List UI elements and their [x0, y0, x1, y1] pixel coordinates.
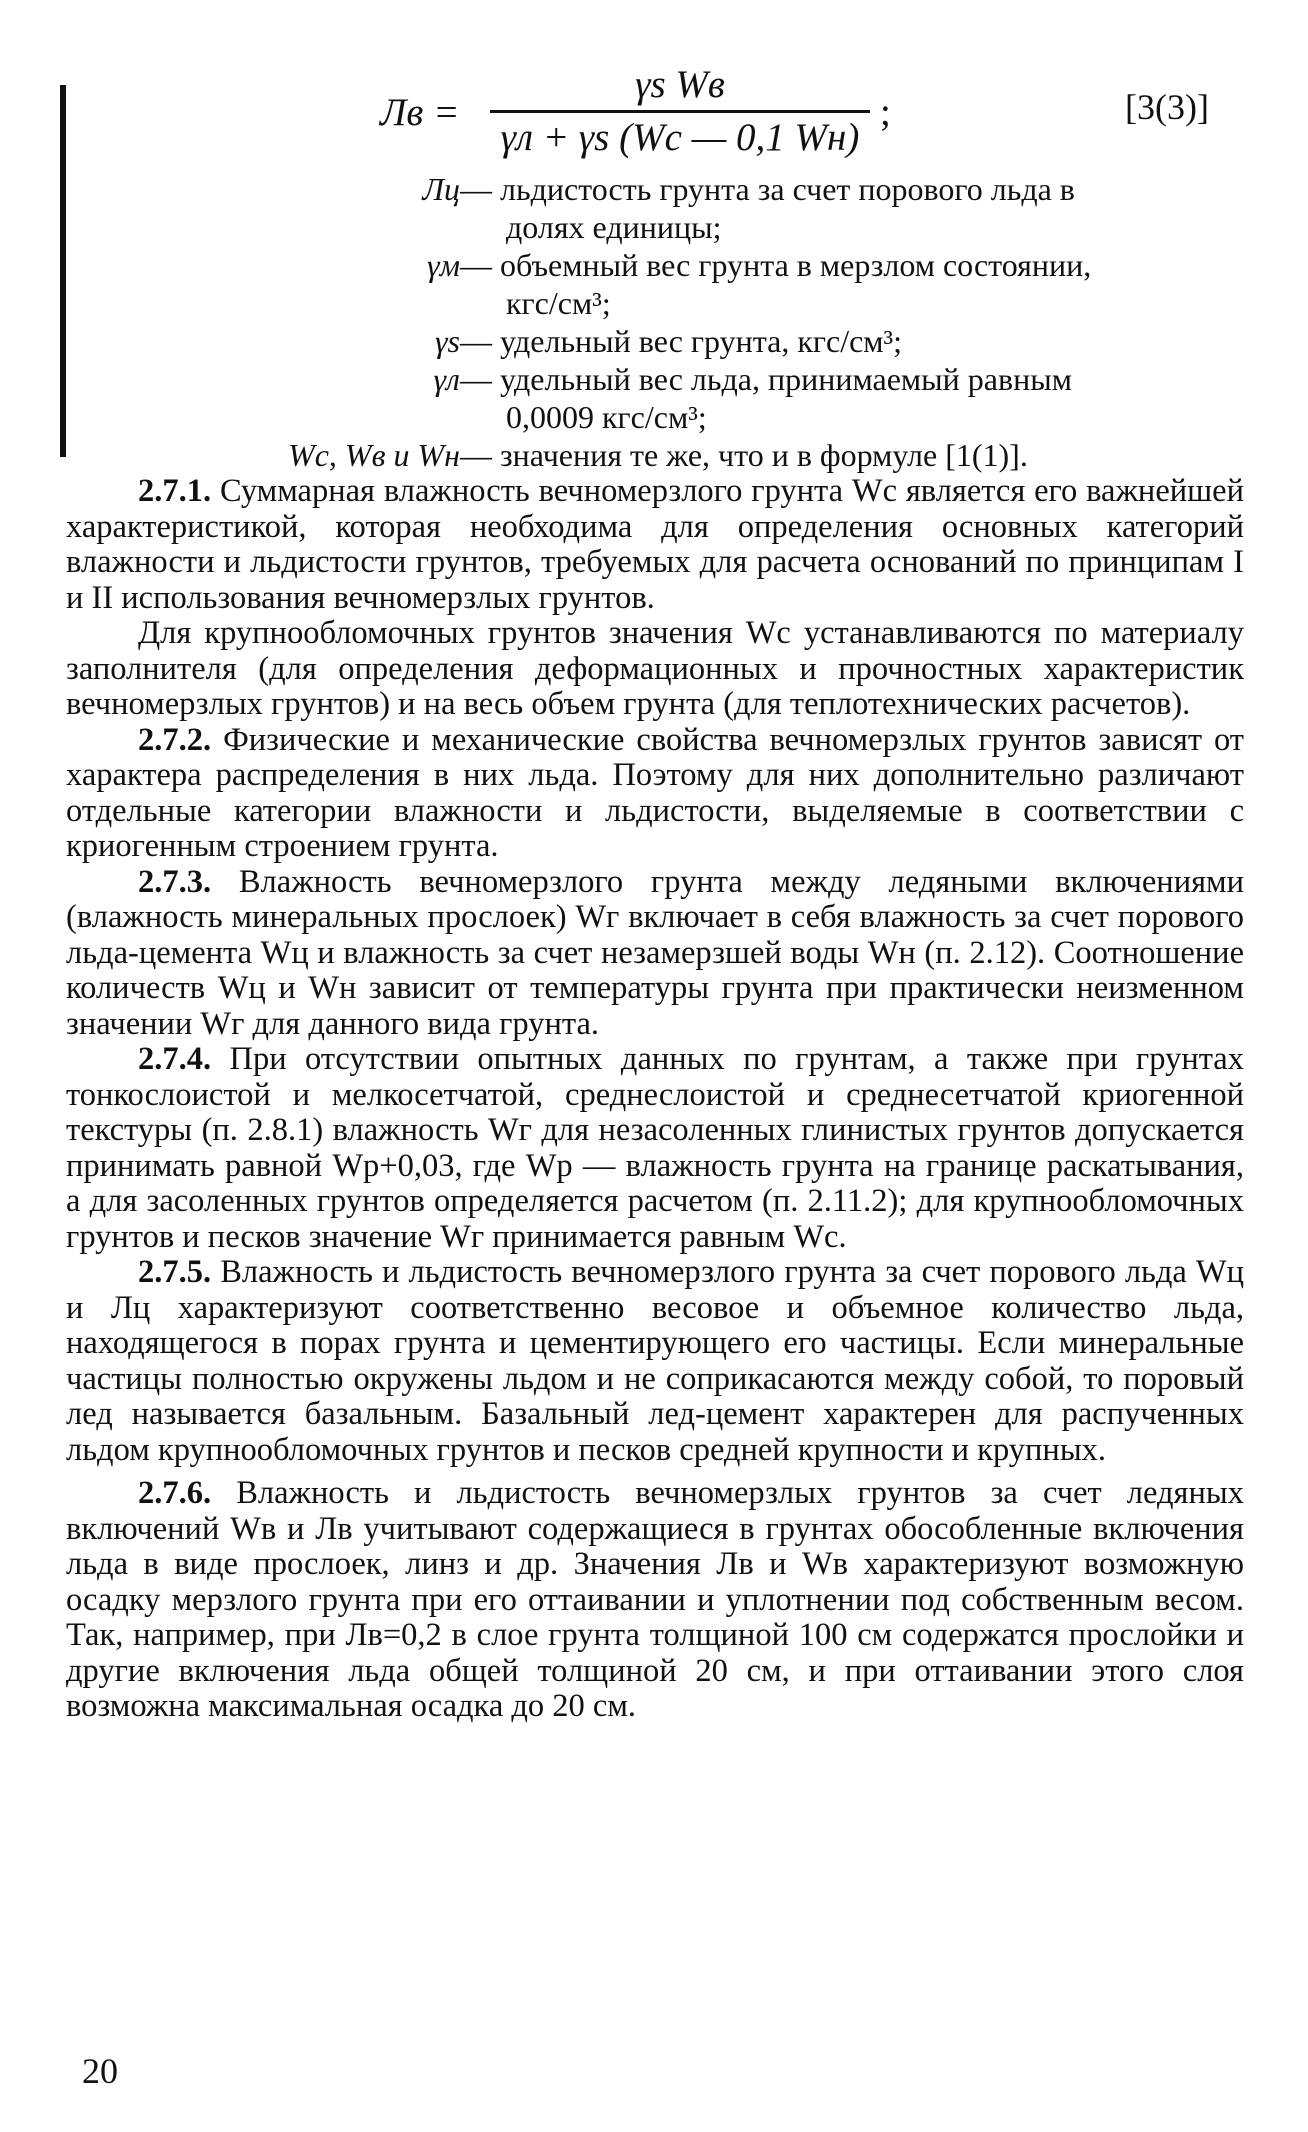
formula-semicolon: ; — [880, 91, 891, 134]
definition-text: — удельный вес грунта, кгс/см³; — [460, 323, 903, 359]
definition-symbol: γм — [426, 247, 460, 283]
definition-item — [150, 322, 1240, 360]
formula-number: [3(3)] — [1125, 87, 1209, 127]
paragraph-2-7-3 — [66, 865, 1244, 1043]
definition-text: — значения те же, что и в формуле [1(1)]. — [460, 437, 1028, 473]
paragraph-text: Влажность и льдистость вечномерзлых грунтов за счет ледяных включений Wв и Лв учитывают содержащиеся в грунтах обособленные включения льда в виде прослоек, линз и др. Значения Лв и Wв характеризуют возможную осадку мерзлого грунта при его оттаивании и уплотнении под собственным весом. Так, например, при Лв=0,2 в слое грунта толщиной 100 см содержатся прослойки и другие включения льда общей толщиной 20 см, и при оттаивании этого слоя возможна максимальная осадка до 20 см. — [66, 1475, 1244, 1724]
definition-symbol: Лц — [422, 171, 460, 207]
definition-text: — удельный вес льда, принимаемый равным — [460, 361, 1072, 397]
definition-symbol: Wc, Wв и Wн — [288, 437, 460, 473]
paragraph-2-7-4 — [66, 1042, 1244, 1255]
definition-text: — льдистость грунта за счет порового льда в — [460, 171, 1075, 207]
fraction-line — [490, 110, 870, 113]
formula-numerator: γs Wв — [635, 63, 725, 106]
paragraph-number: 2.7.6. — [138, 1475, 212, 1511]
paragraph-number: 2.7.2. — [138, 721, 212, 758]
definition-item — [150, 360, 1240, 436]
definition-continuation: 0,0009 кгс/см³; — [506, 399, 707, 435]
definition-item — [150, 170, 1240, 246]
paragraph-text: Влажность и льдистость вечномерзлого грунта за счет порового льда Wц и Лц характеризуют соответственно весовое и объемное количество льда, находящегося в порах грунта и цементирующего его частицы. Если минеральные частицы полностью окружены льдом и не соприкасаются между собой, то поровый лед называется базальным. Базальный лед-цемент характерен для распученных льдом крупнообломочных грунтов и песков средней крупности и крупных. — [66, 1254, 1244, 1468]
formula-denominator: γл + γs (Wc — 0,1 Wн) — [500, 116, 860, 159]
definition-item — [150, 436, 1240, 474]
paragraph-text: При отсутствии опытных данных по грунтам, а также при грунтах тонкослоистой и мелкосетчатой, среднеслоистой и среднесетчатой криогенной текстуры (п. 2.8.1) влажность Wг для незасоленных глинистых грунтов допускается принимать равной Wр+0,03, где Wр — влажность грунта на границе раскатывания, а для засоленных грунтов определяется расчетом (п. 2.11.2); для крупнообломочных грунтов и песков значение Wг принимается равным Wc. — [66, 1041, 1244, 1255]
paragraph-2-7-2 — [66, 723, 1244, 865]
paragraph-text: Физические и механические свойства вечномерзлых грунтов зависят от характера распределения в них льда. Поэтому для них дополнительно различают отдельные категории влажности и льдистости, выделяемые в соответствии с криогенным строением грунта. — [66, 721, 1244, 864]
paragraph-text: Для крупнообломочных грунтов значения Wc устанавливаются по материалу заполнителя (для определения деформационных и прочностных характеристик вечномерзлых грунтов) и на весь объем грунта (для теплотехнических расчетов). — [66, 615, 1244, 722]
definition-symbol: γл — [433, 361, 460, 397]
paragraph-number: 2.7.5. — [138, 1254, 212, 1290]
body-text — [66, 474, 1244, 1725]
paragraph-number: 2.7.3. — [138, 863, 212, 900]
definition-text: — объемный вес грунта в мерзлом состоянии, — [460, 247, 1092, 283]
paragraph-2-7-6 — [66, 1476, 1244, 1725]
formula-fraction — [490, 62, 870, 161]
page-number: 20 — [82, 2051, 118, 2091]
paragraph-2-7-1 — [66, 474, 1244, 616]
paragraph-text: Влажность вечномерзлого грунта между ледяными включениями (влажность минеральных прослоек) Wг включает в себя влажность за счет порового льда-цемента Wц и влажность за счет незамерзшей воды Wн (п. 2.12). Соотношение количеств Wц и Wн зависит от температуры грунта при практически неизменном значении Wг для данного вида грунта. — [66, 863, 1244, 1042]
definition-symbol: γs — [434, 323, 460, 359]
paragraph-number: 2.7.1. — [138, 473, 212, 509]
paragraph-number: 2.7.4. — [138, 1041, 212, 1077]
definition-continuation: кгс/см³; — [506, 285, 611, 321]
definition-continuation: долях единицы; — [506, 209, 722, 245]
definitions-list — [150, 170, 1240, 474]
paragraph-2-7-5 — [66, 1255, 1244, 1468]
formula-3-3 — [380, 62, 1040, 162]
formula-lhs: Лв = — [380, 91, 460, 134]
paragraph-coarse-soils — [66, 616, 1244, 723]
margin-bar — [60, 85, 66, 457]
definition-item — [150, 246, 1240, 322]
paragraph-text: Суммарная влажность вечномерзлого грунта Wc является его важнейшей характеристикой, которая необходима для определения основных категорий влажности и льдистости грунтов, требуемых для расчета оснований по принципам I и II использования вечномерзлых грунтов. — [66, 473, 1244, 616]
